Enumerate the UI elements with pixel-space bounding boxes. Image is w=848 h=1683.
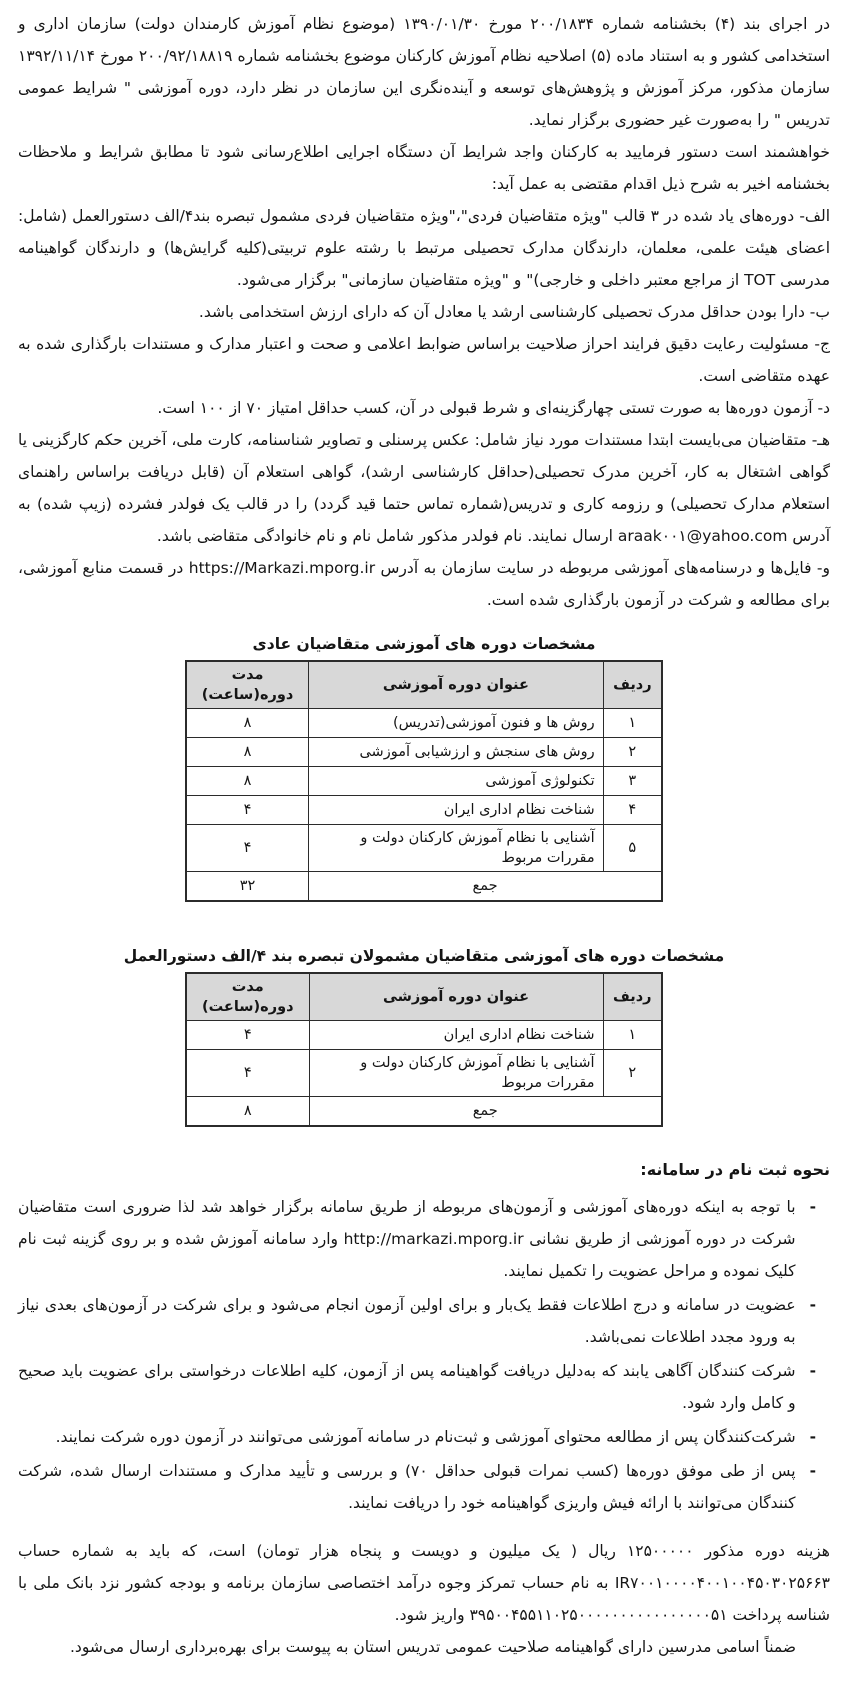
course-duration: ۸: [186, 767, 309, 796]
table-row: [186, 1021, 662, 1050]
clause-j: ج- مسئولیت رعایت دقیق فرایند احراز صلاحیت براساس ضوابط اعلامی و صحت و اعتبار مدارک و مستندات بارگذاری شده به عهده متقاضی است.: [18, 335, 830, 385]
course-duration: ۸: [186, 738, 309, 767]
email-address: araak۰۰۱@yahoo.com: [617, 527, 788, 545]
total-hours: ۳۲: [186, 872, 309, 902]
registration-notes-list: [18, 1191, 830, 1519]
request-paragraph: خواهشمند است دستور فرمایید به کارکنان واجد شرایط آن دستگاه اجرایی اطلاع‌رسانی شود تا مطابق شرایط و ملاحظات بخشنامه اخیر به شرح ذیل اقدام مقتضی به عمل آید:: [18, 143, 830, 193]
list-item: [18, 1191, 816, 1287]
table-header-row: [186, 973, 662, 1021]
courses-table-regular: [185, 660, 663, 902]
clause-a: الف- دوره‌های یاد شده در ۳ قالب "ویژه متقاضیان فردی"،"ویژه متقاضیان فردی مشمول تبصره بند۴/الف دستورالعمل (شامل: اعضای هیئت علمی، معلمان، دارندگان مدارک تحصیلی مرتبط با رشته علوم تربیتی(کلیه گرایش‌ها) و دارندگان گواهینامه مدرسی TOT از مراجع معتبر داخلی و خارجی)" و "ویژه متقاضیان سازمانی" برگزار می‌شود.: [18, 207, 830, 289]
table-title-exempt-applicants: مشخصات دوره های آموزشی متقاضیان مشمولان تبصره بند ۴/الف دستورالعمل: [123, 947, 725, 965]
bullet-text-after: وارد سامانه آموزش شده و بر روی گزینه ثبت نام کلیک نموده و مراحل عضویت را تکمیل نمایند.: [18, 1230, 796, 1280]
list-item-text: پس از طی موفق دوره‌ها (کسب نمرات قبولی حداقل ۷۰) و بررسی و تأیید مدارک و مستندات ارسال شده، شرکت کنندگان می‌توانند با ارائه فیش واریزی گواهینامه خود را دریافت نمایند.: [18, 1462, 796, 1512]
col-header-duration: مدت دوره(ساعت): [186, 661, 309, 709]
dash-marker: -: [809, 1296, 816, 1314]
course-title: روش های سنجش و ارزشیابی آموزشی: [309, 738, 604, 767]
col-header-row-number: ردیف: [603, 973, 662, 1021]
iban-number: IR۷۰۰۱۰۰۰۰۴۰۰۱۰۰۴۵۰۳۰۲۵۶۶۳: [614, 1574, 830, 1592]
payment-text: هزینه دوره مذکور ۱۲۵۰۰۰۰۰ ریال ( یک میلیون و دویست و پنجاه هزار تومان) است، که باید به شماره حساب: [18, 1542, 830, 1560]
table-header-row: [186, 661, 662, 709]
col-header-course-title: عنوان دوره آموزشی: [309, 661, 604, 709]
list-item: [18, 1455, 816, 1519]
intro-paragraph: در اجرای بند (۴) بخشنامه شماره ۲۰۰/۱۸۳۴ مورخ ۱۳۹۰/۰۱/۳۰ (موضوع نظام آموزش کارمندان دولت) سازمان اداری و استخدامی کشور و به استناد ماده (۵) اصلاحیه نظام آموزش کارکنان موضوع بخشنامه شماره ۲۰۰/۹۲/۱۸۸۱۹ مورخ ۱۳۹۲/۱۱/۱۴ سازمان مذکور، مرکز آموزش و پژوهش‌های توسعه و آینده‌نگری این سازمان در نظر دارد، دوره آموزشی " شرایط عمومی تدریس " را به‌صورت غیر حضوری برگزار نماید.: [18, 15, 831, 129]
list-item: [18, 1421, 816, 1453]
course-duration: ۴: [186, 1050, 309, 1097]
dash-marker: -: [809, 1428, 816, 1446]
clause-h-text-after: ارسال نمایند. نام فولدر مذکور شامل نام و نام خانوادگی متقاضی باشد.: [156, 527, 618, 545]
course-duration: ۴: [186, 1021, 309, 1050]
course-title: روش ها و فنون آموزشی(تدریس): [309, 709, 604, 738]
table-row: [186, 796, 662, 825]
dash-marker: -: [809, 1462, 816, 1480]
dash-marker: -: [809, 1198, 816, 1216]
list-item-text: عضویت در سامانه و درج اطلاعات فقط یک‌بار و برای اولین آزمون انجام می‌شود و برای شرکت در آزمون‌های بعدی نیاز به ورود مجدد اطلاعات نمی‌باشد.: [18, 1296, 796, 1346]
list-item: [18, 1289, 816, 1353]
row-number: ۱: [603, 709, 662, 738]
list-item-text: [18, 1191, 796, 1287]
row-number: ۴: [603, 796, 662, 825]
clause-d: د- آزمون دوره‌ها به صورت تستی چهارگزینه‌ای و شرط قبولی در آن، کسب حداقل امتیاز ۷۰ از ۱۰۰ است.: [157, 399, 830, 417]
row-number: ۵: [603, 825, 662, 872]
total-hours: ۸: [186, 1097, 309, 1127]
bullet-text: با توجه به اینکه دوره‌های آموزشی و آزمون‌های مربوطه از طریق سامانه برگزار خواهد شد لذا ضروری است متقاضیان شرکت در دوره آموزشی از طریق نشانی: [18, 1198, 796, 1248]
table-total-row: [186, 872, 662, 902]
table-row: [186, 709, 662, 738]
clause-h-text: هـ- متقاضیان می‌بایست ابتدا مستندات مورد نیاز شامل: عکس پرسنلی و تصاویر شناسنامه، کارت ملی، آخرین حکم کارگزینی یا گواهی اشتغال به کار، آخرین مدرک تحصیلی(حداقل کارشناسی ارشد)، گواهی استعلام آن (قابل دریافت براساس راهنمای استعلام مدارک تحصیلی) و رزومه کاری و تدریس(شماره تماس حتما قید گردد) را در قالب یک فولدر فشرده (زیپ شده) به آدرس: [18, 431, 830, 545]
col-header-row-number: ردیف: [603, 661, 662, 709]
course-duration: ۴: [186, 825, 309, 872]
table-row: [186, 767, 662, 796]
total-label: جمع: [309, 1097, 662, 1127]
course-title: شناخت نظام اداری ایران: [309, 796, 604, 825]
row-number: ۲: [603, 738, 662, 767]
table-title-regular-applicants: مشخصات دوره های آموزشی متقاضیان عادی: [252, 635, 596, 653]
registration-heading: نحوه ثبت نام در سامانه:: [640, 1160, 830, 1179]
row-number: ۲: [603, 1050, 662, 1097]
payment-paragraph: [18, 1535, 830, 1631]
course-title: شناخت نظام اداری ایران: [309, 1021, 603, 1050]
dash-marker: -: [809, 1362, 816, 1380]
clause-v-text-after: در قسمت منابع آموزشی، برای مطالعه و شرکت در آزمون بارگذاری شده است.: [18, 559, 830, 609]
course-title: آشنایی با نظام آموزش کارکنان دولت و مقررات مربوط: [309, 1050, 603, 1097]
table-total-row: [186, 1097, 662, 1127]
course-duration: ۸: [186, 709, 309, 738]
organization-website-url: https://Markazi.mporg.ir: [188, 559, 376, 577]
registration-portal-url: http://markazi.mporg.ir: [343, 1230, 524, 1248]
list-item: [18, 1355, 816, 1419]
course-title: تکنولوژی آموزشی: [309, 767, 604, 796]
closing-paragraph: ضمناً اسامی مدرسین دارای گواهینامه صلاحیت عمومی تدریس استان به پیوست برای بهره‌برداری ارسال می‌شود.: [70, 1638, 796, 1656]
row-number: ۳: [603, 767, 662, 796]
table-row: [186, 1050, 662, 1097]
total-label: جمع: [309, 872, 662, 902]
table-row: [186, 825, 662, 872]
col-header-course-title: عنوان دوره آموزشی: [309, 973, 603, 1021]
payment-text-3: واریز شود.: [394, 1606, 470, 1624]
list-item-text: شرکت‌کنندگان پس از مطالعه محتوای آموزشی و ثبت‌نام در سامانه آموزشی می‌توانند در آزمون دوره شرکت نمایند.: [55, 1428, 796, 1446]
course-title: آشنایی با نظام آموزش کارکنان دولت و مقررات مربوط: [309, 825, 604, 872]
table-row: [186, 738, 662, 767]
clause-h: [18, 424, 830, 552]
courses-table-exempt: [185, 972, 663, 1127]
payment-text-2: به نام حساب تمرکز وجوه درآمد اختصاصی سازمان برنامه و بودجه کشور نزد بانک ملی با شناسه پرداخت: [18, 1574, 830, 1624]
payment-id: ۳۹۵۰۰۴۵۵۱۱۰۲۵۰۰۰۰۰۰۰۰۰۰۰۰۰۰۰۰۵۱: [469, 1606, 728, 1624]
clause-b: ب- دارا بودن حداقل مدرک تحصیلی کارشناسی ارشد یا معادل آن که دارای ارزش استخدامی باشد.: [198, 303, 830, 321]
list-item-text: شرکت کنندگان آگاهی یابند که به‌دلیل دریافت گواهینامه پس از آزمون، کلیه اطلاعات درخواستی برای عضویت باید صحیح و کامل وارد شود.: [18, 1362, 796, 1412]
clause-v-text: و- فایل‌ها و درسنامه‌های آموزشی مربوطه در سایت سازمان به آدرس: [375, 559, 831, 577]
course-duration: ۴: [186, 796, 309, 825]
row-number: ۱: [603, 1021, 662, 1050]
col-header-duration: مدت دوره(ساعت): [186, 973, 309, 1021]
clause-v: [18, 552, 830, 616]
